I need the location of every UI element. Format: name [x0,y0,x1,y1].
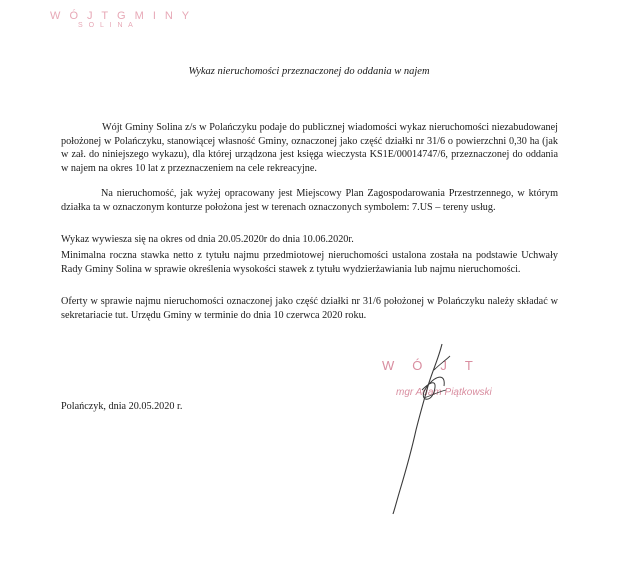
paragraph-offers: Oferty w sprawie najmu nieruchomości oznaczonej jako część działki nr 31/6 położonej w Polańczyku należy składać w sekretariacie tut. Urzędu Gminy w terminie do dnia 10 czerwca 2020 roku. [61,296,558,321]
header-stamp [50,10,193,44]
paragraph-zoning-plan: Na nieruchomość, jak wyżej opracowany jest Miejscowy Plan Zagospodarowania Przestrzennego, w którym działka ta w oznaczonym konturze położona jest w terenach oznaczonych symbolem: 7.US – tereny usług. [61,188,558,213]
document-title: Wykaz nieruchomości przeznaczonej do oddania w najem [188,66,430,77]
signature-stamp-title: WÓJT [382,358,491,373]
place-and-date: Polańczyk, dnia 20.05.2020 r. [61,401,183,412]
header-stamp-line1: W Ó J T G M I N Y [50,10,193,22]
paragraph-announcement: Wójt Gminy Solina z/s w Polańczyku podaje do publicznej wiadomości wykaz nieruchomości niezabudowanej położonej w Polańczyku, stanowiącej własność Gminy, oznaczonej jako część działki nr 31/6 o powierzchni 0,30 ha (jak w zał. do niniejszego wykazu), dla której urządzona jest księga wieczysta KS1E/00014747/6, przeznaczonej do oddania w najem na okres 10 lat z przeznaczeniem na cele rekreacyjne. [61,122,558,174]
header-stamp-line2: S O L I N A [78,22,135,29]
paragraph-posting-period: Wykaz wywiesza się na okres od dnia 20.05.2020r do dnia 10.06.2020r. [61,234,354,245]
handwritten-signature [360,330,480,520]
paragraph-rent-rate: Minimalna roczna stawka netto z tytułu najmu przedmiotowej nieruchomości ustalona została na podstawie Uchwały Rady Gminy Solina w sprawie określenia wysokości stawek z tytułu wydzierżawiania lub najmu nieruchomości. [61,250,558,275]
signature-stamp-name: mgr Adam Piątkowski [396,387,492,398]
